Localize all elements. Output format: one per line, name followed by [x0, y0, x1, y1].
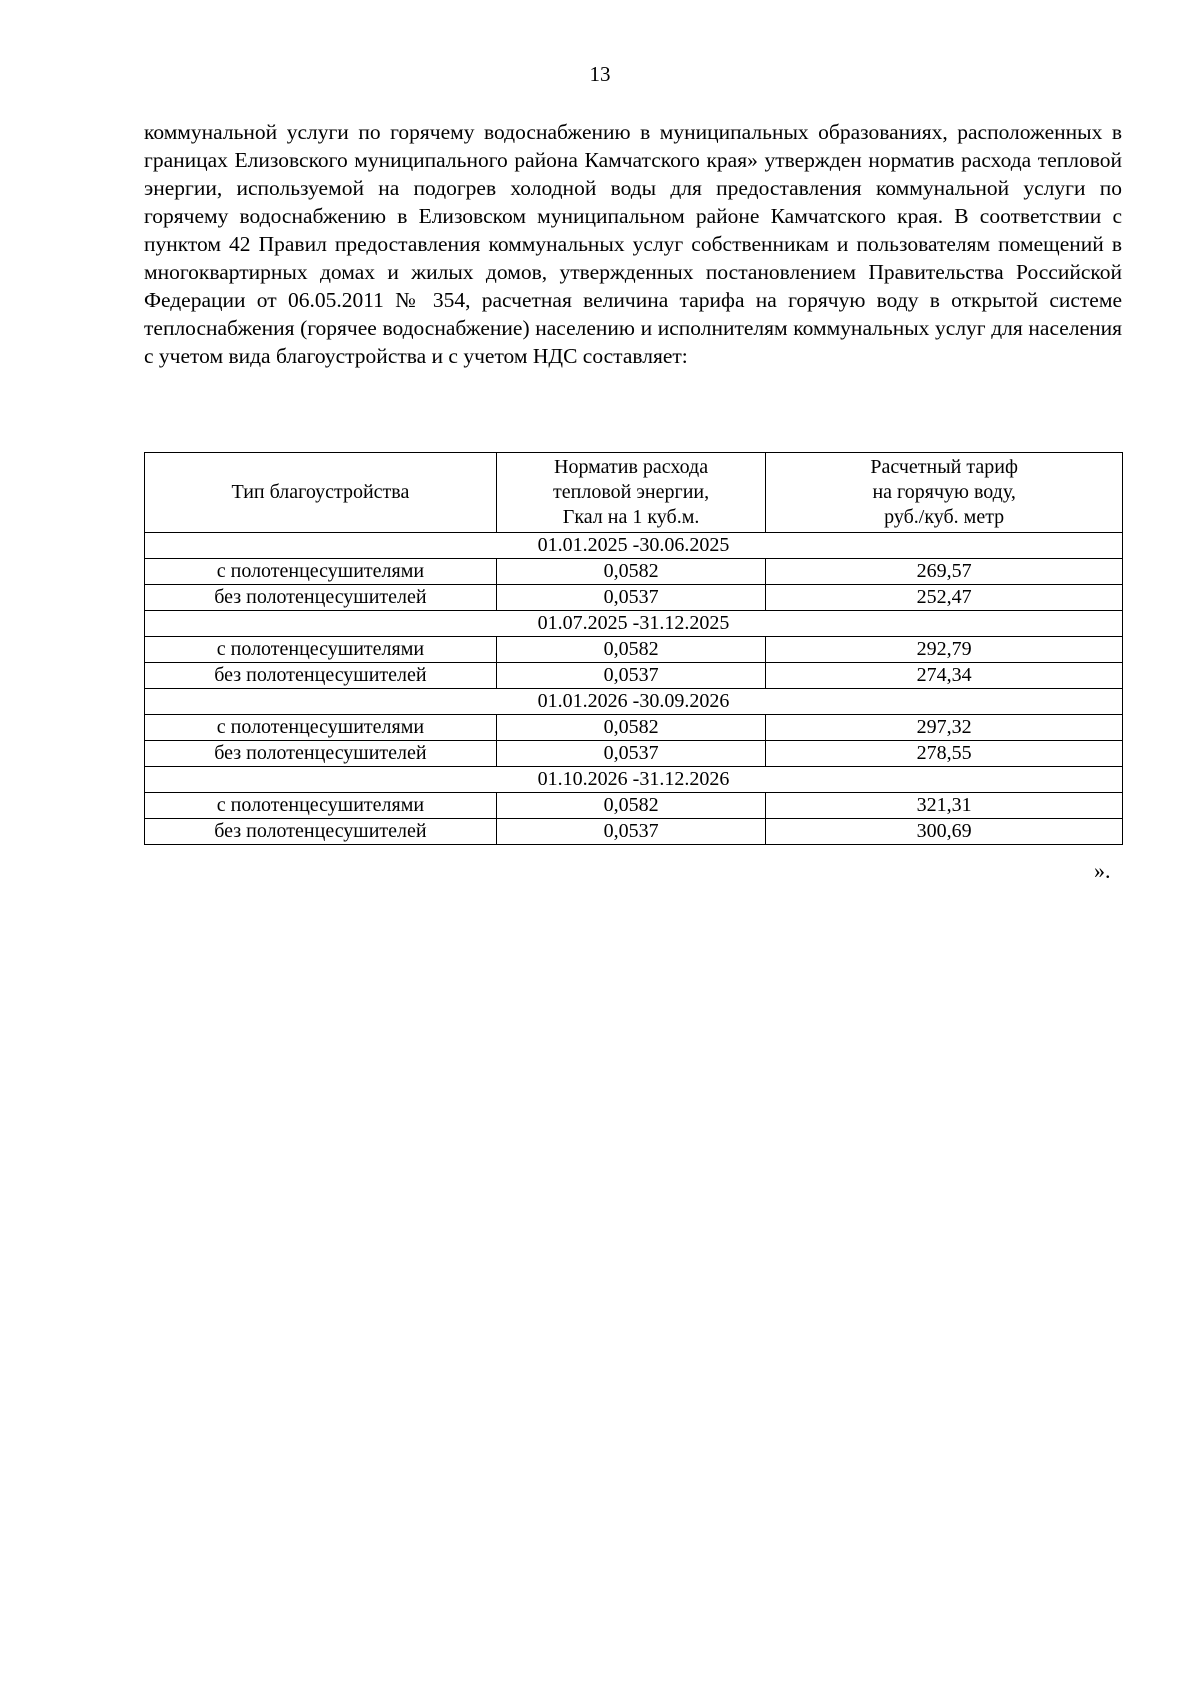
header-norm-line: Гкал на 1 куб.м. [562, 506, 700, 528]
cell-tariff: 292,79 [766, 637, 1123, 663]
cell-tariff: 321,31 [766, 793, 1123, 819]
table-row [145, 585, 1123, 611]
header-norm [496, 453, 766, 533]
table-row [145, 793, 1123, 819]
table-header-row [145, 453, 1123, 533]
cell-norm: 0,0582 [496, 715, 766, 741]
tariff-table [144, 452, 1123, 845]
period-row [145, 611, 1123, 637]
period-row [145, 767, 1123, 793]
cell-tariff: 274,34 [766, 663, 1123, 689]
cell-norm: 0,0537 [496, 663, 766, 689]
cell-norm: 0,0582 [496, 559, 766, 585]
period-label: 01.01.2026 -30.09.2026 [145, 689, 1123, 715]
cell-type: без полотенцесушителей [145, 585, 497, 611]
cell-type: без полотенцесушителей [145, 663, 497, 689]
cell-tariff: 252,47 [766, 585, 1123, 611]
cell-tariff: 278,55 [766, 741, 1123, 767]
cell-tariff: 297,32 [766, 715, 1123, 741]
cell-norm: 0,0582 [496, 637, 766, 663]
period-row [145, 533, 1123, 559]
header-type: Тип благоустройства [145, 453, 497, 533]
table-row [145, 559, 1123, 585]
cell-type: с полотенцесушителями [145, 715, 497, 741]
cell-type: с полотенцесушителями [145, 559, 497, 585]
table-row [145, 715, 1123, 741]
table-row [145, 663, 1123, 689]
cell-norm: 0,0537 [496, 819, 766, 845]
cell-type: с полотенцесушителями [145, 637, 497, 663]
period-label: 01.01.2025 -30.06.2025 [145, 533, 1123, 559]
cell-type: без полотенцесушителей [145, 741, 497, 767]
header-tariff-line: руб./куб. метр [884, 506, 1005, 528]
cell-tariff: 300,69 [766, 819, 1123, 845]
closing-quote: ». [1094, 858, 1111, 883]
cell-type: с полотенцесушителями [145, 793, 497, 819]
period-row [145, 689, 1123, 715]
table-row [145, 637, 1123, 663]
header-norm-line: тепловой энергии, [553, 481, 710, 503]
table-row [145, 819, 1123, 845]
body-paragraph: коммунальной услуги по горячему водоснабжению в муниципальных образованиях, расположенных в границах Елизовского муниципального района Камчатского края» утвержден норматив расхода тепловой энергии, используемой на подогрев холодной воды для предоставления коммунальной услуги по горячему водоснабжению в Елизовском муниципальном районе Камчатского края. В соответствии с пунктом 42 Правил предоставления коммунальных услуг собственникам и пользователям помещений в многоквартирных домах и жилых домов, утвержденных постановлением Правительства Российской Федерации от 06.05.2011 № 354, расчетная величина тарифа на горячую воду в открытой системе теплоснабжения (горячее водоснабжение) населению и исполнителям коммунальных услуг для населения с учетом вида благоустройства и с учетом НДС составляет: [144, 120, 1122, 368]
period-label: 01.07.2025 -31.12.2025 [145, 611, 1123, 637]
page-number: 13 [589, 62, 611, 86]
cell-tariff: 269,57 [766, 559, 1123, 585]
period-label: 01.10.2026 -31.12.2026 [145, 767, 1123, 793]
cell-type: без полотенцесушителей [145, 819, 497, 845]
cell-norm: 0,0582 [496, 793, 766, 819]
header-norm-line: Норматив расхода [554, 456, 709, 478]
cell-norm: 0,0537 [496, 585, 766, 611]
cell-norm: 0,0537 [496, 741, 766, 767]
header-tariff-line: на горячую воду, [872, 481, 1016, 503]
table-row [145, 741, 1123, 767]
header-tariff [766, 453, 1123, 533]
header-tariff-line: Расчетный тариф [870, 456, 1018, 478]
